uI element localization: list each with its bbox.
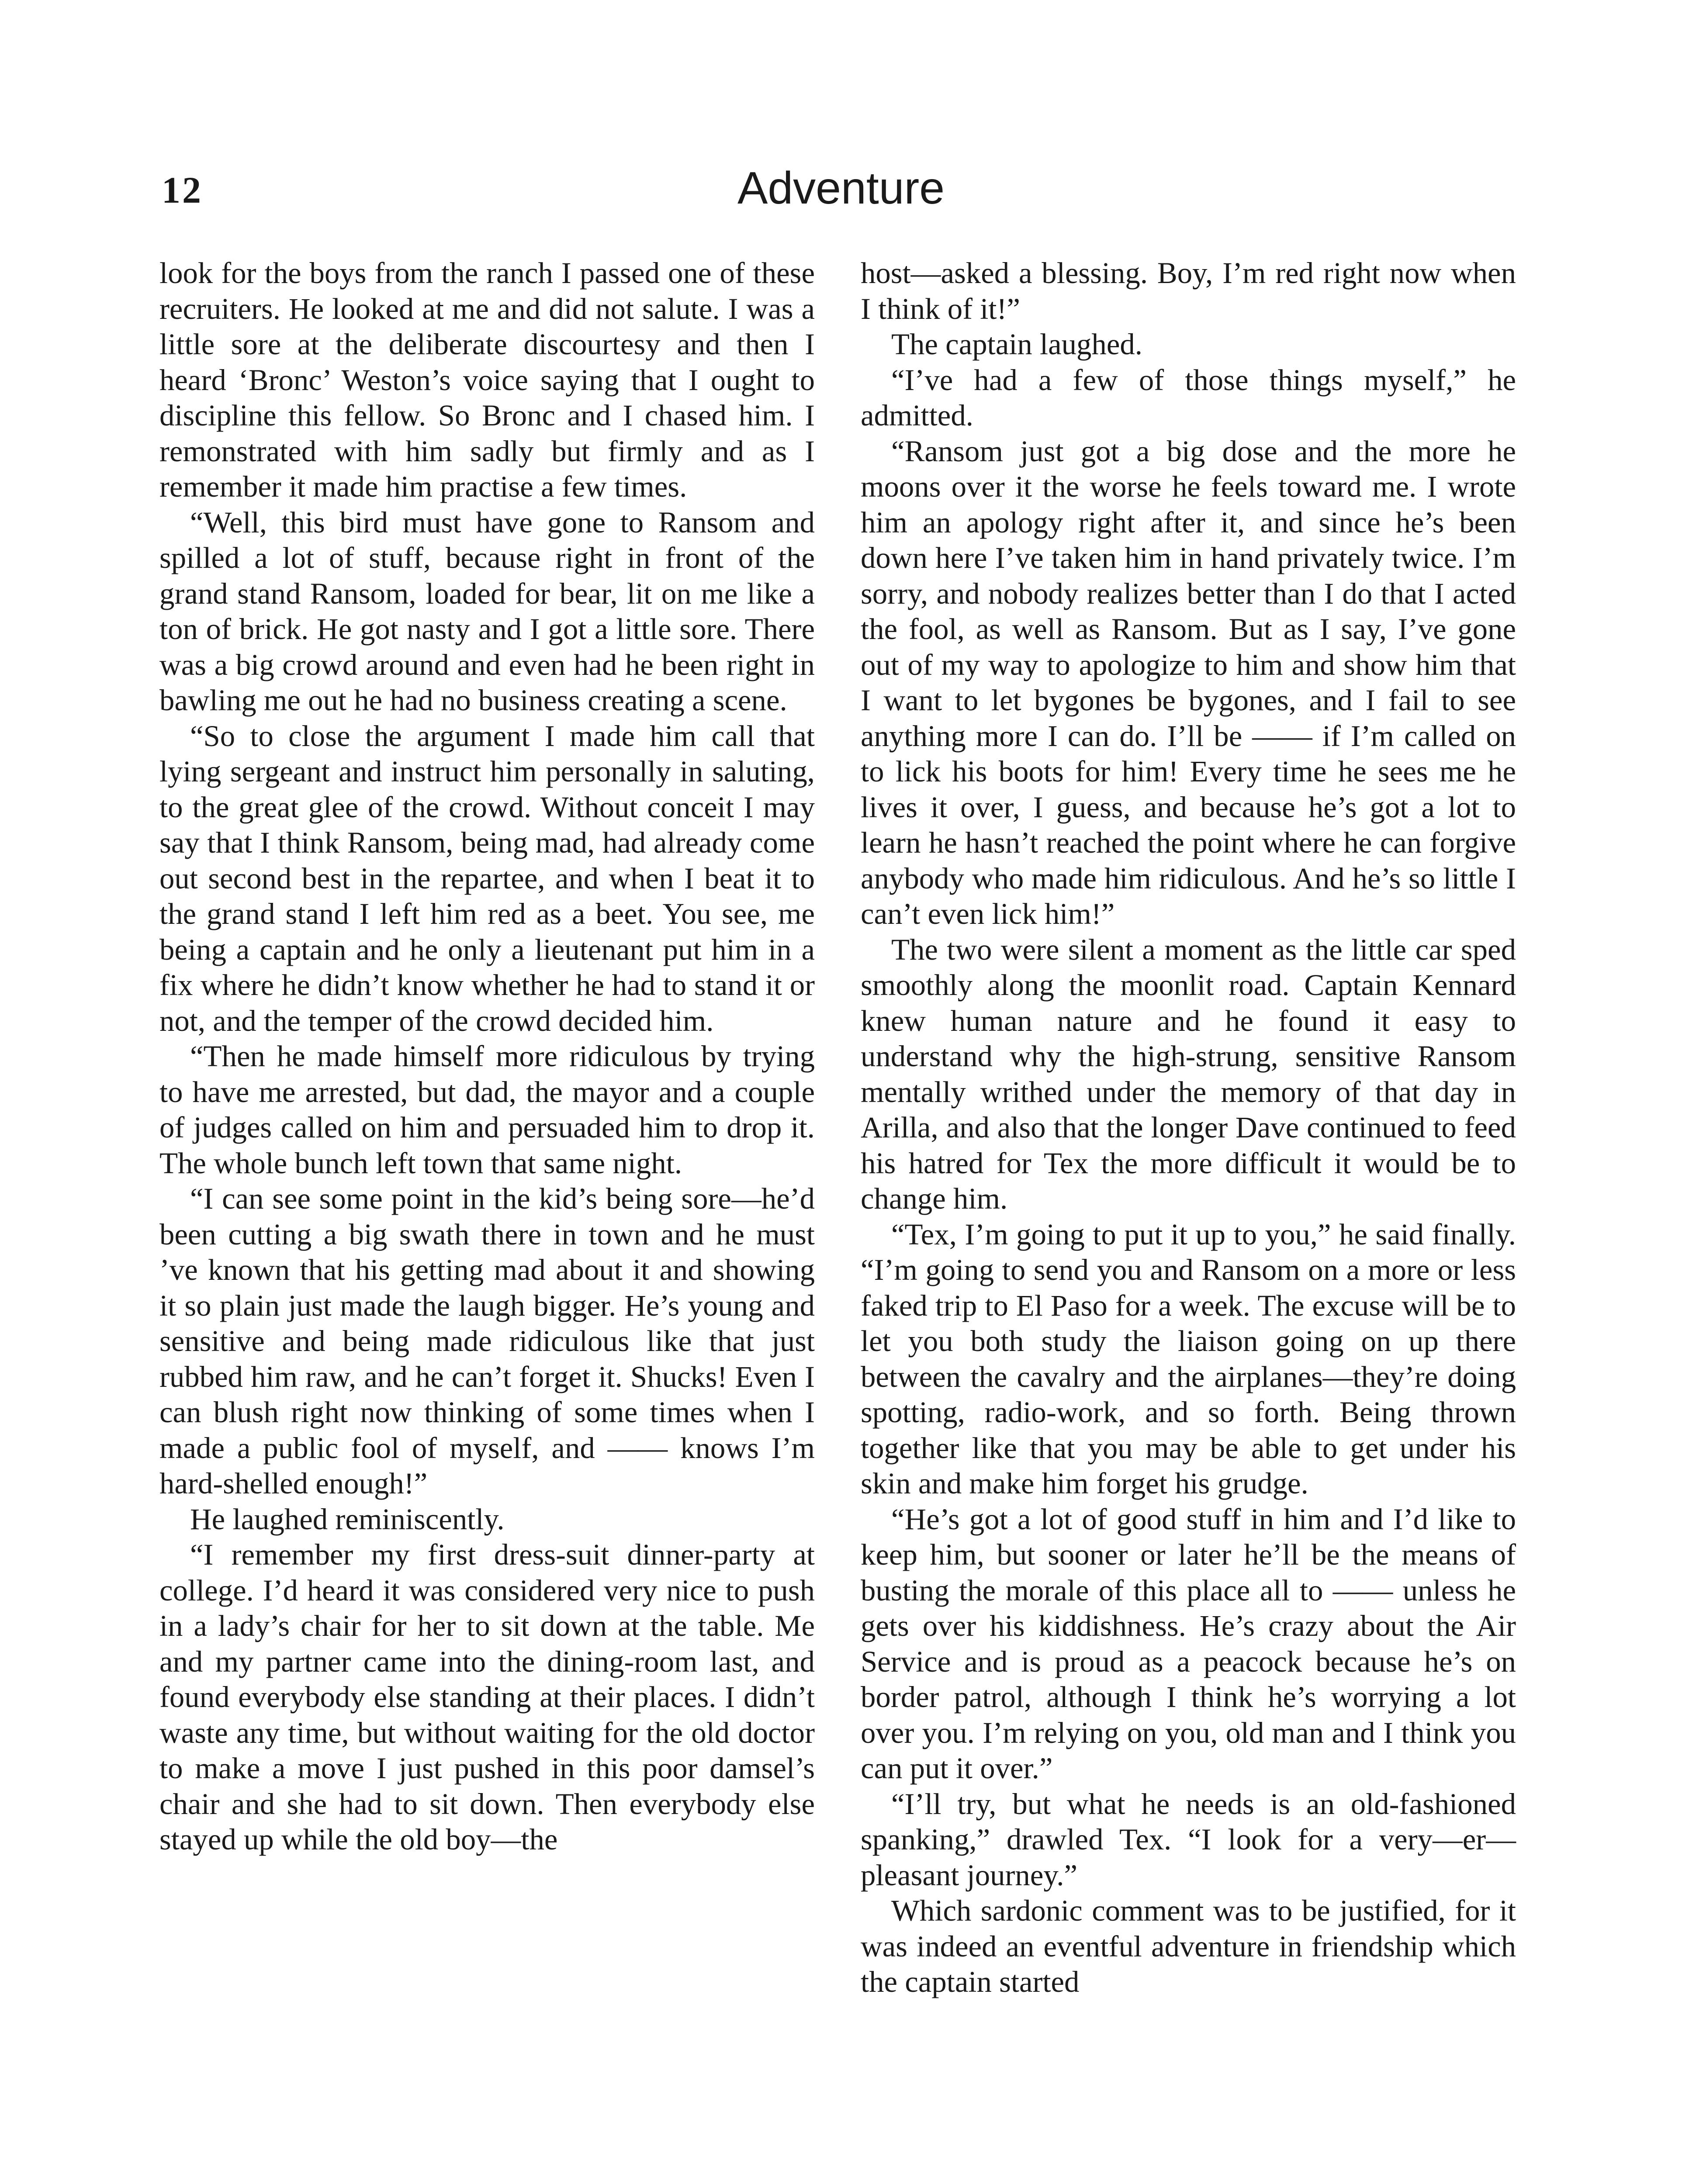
paragraph: The two were silent a moment as the little car sped smoothly along the moonlit road. Captain Kennard knew human nature and he found it easy to understand why the high-strung, sensitive Ransom mentally writhed under the memory of that day in Arilla, and also that the longer Dave continued to feed his hatred for Tex the more difficult it would be to change him.: [861, 933, 1516, 1215]
paragraph: “So to close the argument I made him call that lying sergeant and instruct him personally in saluting, to the great glee of the crowd. Without conceit I may say that I think Ransom, being mad, had already come out second best in the repartee, and when I beat it to the grand stand I left him red as a beet. You see, me being a captain and he only a lieutenant put him in a fix where he didn’t know whether he had to stand it or not, and the temper of the crowd decided him.: [159, 719, 815, 1037]
page-number: 12: [162, 169, 203, 211]
paragraph: He laughed reminiscently.: [190, 1502, 505, 1536]
paragraph: “Then he made himself more ridiculous by trying to have me arrested, but dad, the mayor and a couple of judges called on him and persuaded him to drop it. The whole bunch left town that same night.: [159, 1040, 815, 1180]
right-text-column: [861, 256, 1516, 2000]
paragraph: Which sardonic comment was to be justified, for it was indeed an eventful adventure in friendship which the captain started: [861, 1894, 1516, 1998]
paragraph: “Ransom just got a big dose and the more he moons over it the worse he feels toward me. I wrote him an apology right after it, and since he’s been down here I’ve taken him in hand privately twice. I’m sorry, and nobody realizes better than I do that I acted the fool, as well as Ransom. But as I say, I’ve gone out of my way to apologize to him and show him that I want to let bygones be bygones, and I fail to see anything more I can do. I’ll be —— if I’m called on to lick his boots for him! Every time he sees me he lives it over, I guess, and because he’s got a lot to learn he hasn’t reached the point where he can forgive anybody who made him ridiculous. And he’s so little I can’t even lick him!”: [861, 434, 1516, 930]
paragraph: “I’ll try, but what he needs is an old-fashioned spanking,” drawled Tex. “I look for a very—er—pleasant journey.”: [861, 1787, 1516, 1892]
paragraph: The captain laughed.: [891, 328, 1142, 361]
left-text-column: [159, 256, 815, 1858]
paragraph: “Tex, I’m going to put it up to you,” he said finally. “I’m going to send you and Ransom on a more or less faked trip to El Paso for a week. The excuse will be to let you both study the liaison going on up there between the cavalry and the airplanes—they’re doing spotting, radio-work, and so forth. Being thrown together like that you may be able to get under his skin and make him forget his grudge.: [861, 1217, 1516, 1500]
paragraph: “I remember my first dress-suit dinner-party at college. I’d heard it was considered very nice to push in a lady’s chair for her to sit down at the table. Me and my partner came into the dining-room last, and found everybody else standing at their places. I didn’t waste any time, but without waiting for the old doctor to make a move I just pushed in this poor damsel’s chair and she had to sit down. Then everybody else stayed up while the old boy—the: [159, 1538, 815, 1856]
paragraph: “He’s got a lot of good stuff in him and I’d like to keep him, but sooner or later he’ll be the means of busting the morale of this place all to —— unless he gets over his kiddishness. He’s crazy about the Air Service and is proud as a peacock because he’s on border patrol, although I think he’s worrying a lot over you. I’m relying on you, old man and I think you can put it over.”: [861, 1502, 1516, 1785]
paragraph: “I can see some point in the kid’s being sore—he’d been cutting a big swath there in town and he must ’ve known that his getting mad about it and showing it so plain just made the laugh bigger. He’s young and sensitive and being made ridiculous like that just rubbed him raw, and he can’t forget it. Shucks! Even I can blush right now thinking of some times when I made a public fool of myself, and —— knows I’m hard-shelled enough!”: [159, 1182, 815, 1500]
running-head-title: Adventure: [737, 163, 945, 214]
paragraph: host—asked a blessing. Boy, I’m red right now when I think of it!”: [861, 256, 1516, 325]
paragraph: “I’ve had a few of those things myself,” he admitted.: [861, 363, 1516, 432]
paragraph: look for the boys from the ranch I passed one of these recruiters. He looked at me and did not salute. I was a little sore at the deliberate discourtesy and then I heard ‘Bronc’ Weston’s voice saying that I ought to discipline this fellow. So Bronc and I chased him. I remonstrated with him sadly but firmly and as I remember it made him practise a few times.: [159, 256, 815, 503]
paragraph: “Well, this bird must have gone to Ransom and spilled a lot of stuff, because right in front of the grand stand Ransom, loaded for bear, lit on me like a ton of brick. He got nasty and I got a little sore. There was a big crowd around and even had he been right in bawling me out he had no business creating a scene.: [159, 505, 815, 717]
